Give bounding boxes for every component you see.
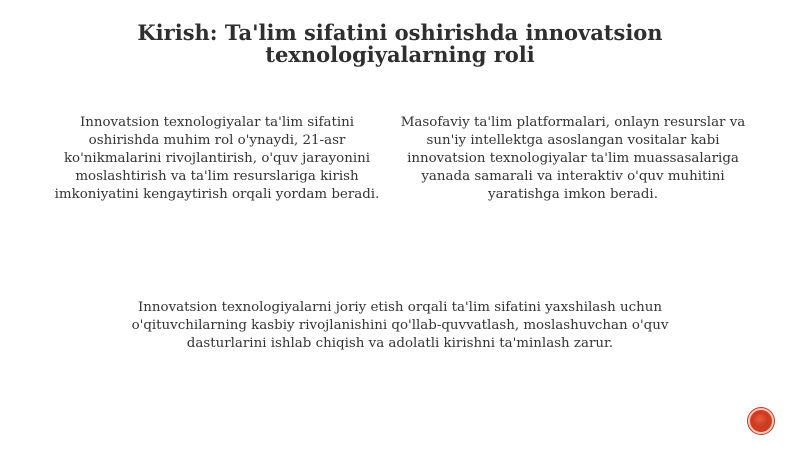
slide-title: Kirish: Ta'lim sifatini oshirishda innovatsion texnologiyalarning roli: [137, 20, 663, 67]
intro-paragraph-bottom: Innovatsion texnologiyalarni joriy etish orqali ta'lim sifatini yaxshilash uchun o'qituvchilarning kasbiy rivojlanishini qo'llab-quvvatlash, moslashuvchan o'quv dasturlarini ishlab chiqish va adolatli kirishni ta'minlash zarur.: [131, 300, 669, 351]
red-circle-icon[interactable]: [748, 408, 774, 434]
intro-paragraph-left: Innovatsion texnologiyalar ta'lim sifatini oshirishda muhim rol o'ynaydi, 21-asr ko'nikmalarini rivojlantirish, o'quv jarayonini moslashtirish va ta'lim resurslariga kirish imkoniyatini kengaytirish orqali yordam beradi.: [54, 115, 380, 202]
intro-paragraph-right: Masofaviy ta'lim platformalari, onlayn resurslar va sun'iy intellektga asoslangan vositalar kabi innovatsion texnologiyalar ta'lim muassasalariga yanada samarali va interaktiv o'quv muhitini yaratishga imkon beradi.: [400, 115, 746, 202]
